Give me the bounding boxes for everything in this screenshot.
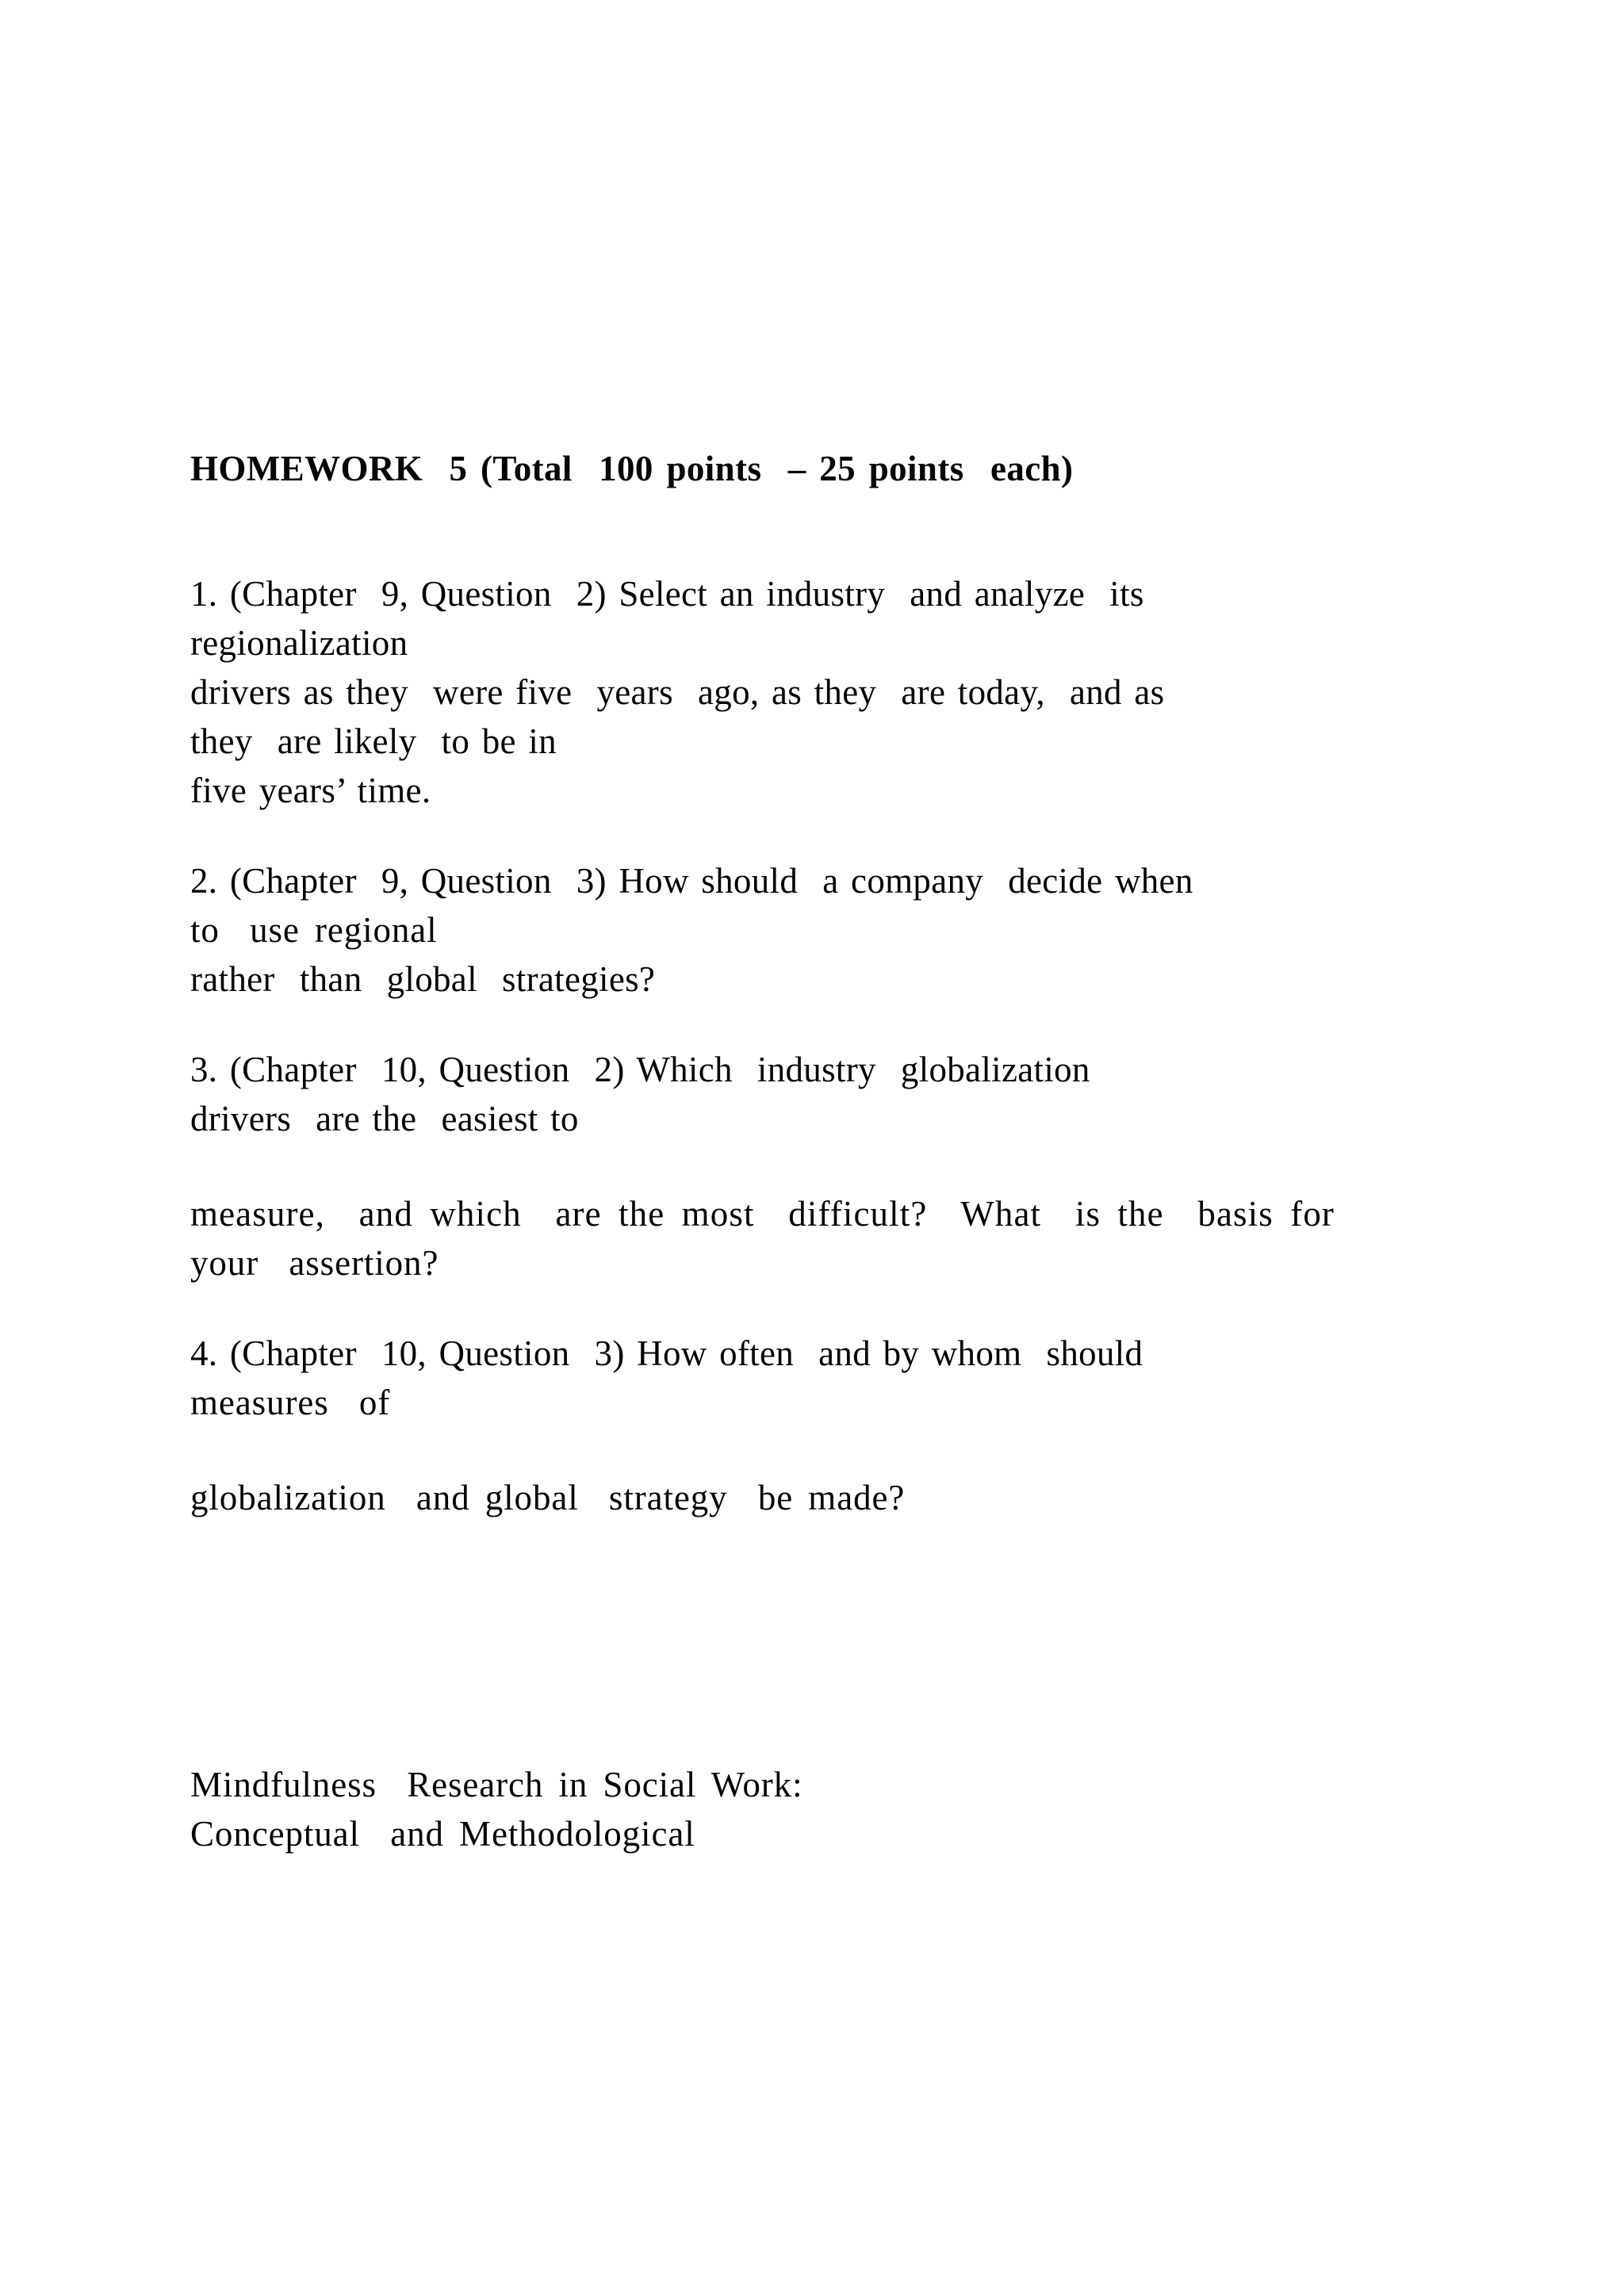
question-4-inner-gap <box>190 1427 1475 1473</box>
question-4-line-2: measures of <box>190 1383 391 1422</box>
question-1-line-4: they are likely to be in <box>190 721 557 761</box>
question-3-line-3: measure, and which are the most difficult? What is the basis for <box>190 1194 1335 1234</box>
title-spacer <box>190 493 1475 569</box>
question-3-line-4: your assertion? <box>190 1243 439 1283</box>
question-1-line-3: drivers as they were five years ago, as they are today, and as <box>190 672 1165 712</box>
question-2-line-1: 2. (Chapter 9, Question 3) How should a company decide when <box>190 861 1193 901</box>
question-1-line-1: 1. (Chapter 9, Question 2) Select an industry and analyze its <box>190 574 1144 614</box>
question-1-line-5: five years’ time. <box>190 771 431 810</box>
question-2 <box>190 856 1475 1004</box>
footer-spacer <box>190 1522 1475 1760</box>
question-3-line-2: drivers are the easiest to <box>190 1099 579 1138</box>
question-3-line-1: 3. (Chapter 10, Question 2) Which industry globalization <box>190 1050 1090 1089</box>
question-4 <box>190 1329 1475 1522</box>
page-title: HOMEWORK 5 (Total 100 points – 25 points each) <box>190 449 1074 488</box>
question-3-inner-gap <box>190 1143 1475 1189</box>
footer-line-2: Conceptual and Methodological <box>190 1814 695 1854</box>
question-1-line-2: regionalization <box>190 623 408 663</box>
document-body <box>190 444 1475 1858</box>
question-2-line-2: to use regional <box>190 910 438 950</box>
question-3 <box>190 1045 1475 1288</box>
footer-line-1: Mindfulness Research in Social Work: <box>190 1765 803 1804</box>
question-4-line-1: 4. (Chapter 10, Question 3) How often and by whom should <box>190 1334 1143 1373</box>
question-1 <box>190 569 1475 815</box>
footer-note <box>190 1760 1475 1858</box>
question-4-line-3: globalization and global strategy be made? <box>190 1478 906 1517</box>
question-2-line-3: rather than global strategies? <box>190 959 656 999</box>
